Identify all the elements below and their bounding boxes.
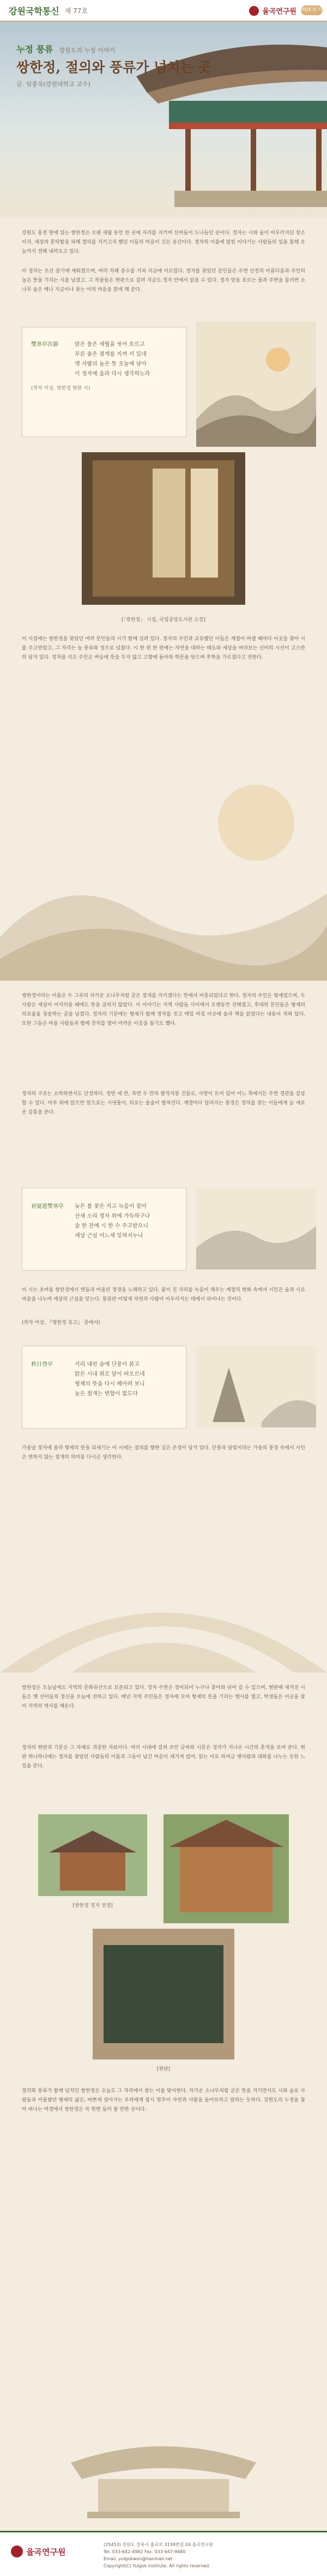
pavilion-photo-caption: [쌍한정 정자 전경] — [72, 1903, 113, 1909]
poem-line: 맑은 시내 위로 달이 떠오르네 — [75, 1371, 145, 1377]
intro-paragraph: 강원도 홍천 땅에 있는 쌍한정은 오랜 세월 동안 한 곳에 자리를 지키며 선비들이 드나들던 곳이다. 정자는 시와 술이 어우러지던 장소이자, 세상의 혼탁함을 피해 절의를 지키고자 했던 이들의 마음이 깃든 공간이다. 정자의 이름에 얽힌 이야기는 사람들의 입을 통해 오늘까지 전해 내려오고 있다. — [22, 230, 305, 254]
article-title: 쌍한정, 절의와 풍류가 넘치는 곳 — [16, 59, 211, 75]
brand-logo[interactable] — [249, 5, 296, 16]
poem-line: 늦은 봄 꽃은 지고 녹음이 짙어 — [75, 1203, 147, 1210]
poem-1 — [31, 338, 150, 391]
footer-brand-name: 율곡연구원 — [26, 2547, 66, 2557]
footer-email[interactable]: Email. yulgokwon@hanmail.net — [104, 2556, 173, 2561]
hero-banner — [0, 22, 327, 218]
closing-paragraph: 절의와 풍류가 함께 넘치던 쌍한정은 오늘도 그 자리에서 찾는 이를 맞이한다. 차가운 소나무처럼 굳은 뜻을 지키면서도 시와 술로 사람들과 어울렸던 형제의 삶은, 바쁘게 살아가는 우리에게 잠시 멈추어 자연과 사람을 돌아보라고 말하는 듯하다. 강원도의 누정을 찾아 떠나는 여정에서 쌍한정은 꼭 한번 들러 볼 만한 곳이다. — [22, 2088, 305, 2112]
issue-number: 제 77호 — [64, 7, 88, 15]
poem-line-label: 雙寒亭次韻 — [31, 341, 58, 348]
series-subtitle: 강원도의 누정 이야기 — [59, 47, 116, 54]
section2-paragraph-3: 이 시는 초여름 쌍한정에서 벗들과 어울린 정경을 노래하고 있다. 꽃이 진 자리를 녹음이 채우는 계절의 변화 속에서 시인은 술과 시로 마음을 나누며 세상의 근심을 잊는다. 풍류란 이렇게 자연과 사람이 어우러지는 데에서 피어나는 것이다. — [22, 1287, 305, 1302]
series-label — [16, 42, 115, 55]
poem-2 — [31, 1200, 150, 1240]
brand-name: 율곡연구원 — [262, 8, 296, 16]
section3-paragraph-2: 정자의 현판과 기문은 그 자체로 귀중한 자료이다. 여러 시대에 걸쳐 쓰인 글씨와 시문은 정자가 지나온 시간의 흔적을 보여 준다. 현판 하나하나에는 정자를 찾았던 사람들의 이름과 그들이 남긴 마음이 새겨져 있어, 읽는 이로 하여금 옛사람과 대화를 나누는 듯한 느낌을 준다. — [22, 1745, 305, 1769]
footer-contact: Tel. 033-642-4982 Fax. 033-647-9480 — [104, 2549, 186, 2554]
poem-line: 세상 근심 어느새 잊혀지누나 — [75, 1232, 143, 1239]
poem-box-3 — [22, 1346, 186, 1429]
brand-emblem-icon — [249, 6, 259, 16]
poem-line: 맑은 물은 세월을 씻어 흐르고 — [75, 341, 145, 348]
body-paragraph-1: 이 정자는 조선 중기에 세워졌으며, 여러 차례 중수를 거쳐 지금에 이르렀다. 정자를 찾았던 문인들은 주변 산천의 아름다움과 주인의 높은 뜻을 기리는 시를 남겼고, 그 작품들은 현판으로 걸려 지금도 정자 안에서 읽을 수 있다. 정자 앞을 흐르는 물과 주변을 둘러싼 소나무 숲은 예나 지금이나 찾는 이의 마음을 맑게 해 준다. — [22, 269, 305, 293]
body-paragraph-2: 이 시집에는 쌍한정을 찾았던 여러 문인들의 시가 함께 실려 있다. 정자의 주인과 교유했던 이들은 계절이 바뀔 때마다 이곳을 찾아 시를 주고받았고, 그 자리는 늘 풍류와 정으로 넘쳤다. 시 한 편 한 편에는 자연을 대하는 태도와 세상을 바라보는 선비의 시선이 고스란히 담겨 있다. 정자를 지은 주인은 벼슬에 뜻을 두지 않고 고향에 돌아와 학문을 닦으며 후학을 가르쳤다고 전한다. — [22, 636, 305, 660]
pavilion-roof-illustration — [125, 22, 327, 218]
poem-line-label: 初夏遊雙寒亭 — [31, 1203, 64, 1210]
poem-line: 옛 사람의 높은 뜻 오늘에 남아 — [75, 361, 147, 367]
landscape-painting — [196, 321, 316, 447]
mountain-landscape-divider — [0, 741, 327, 981]
poem-line: 술 한 잔에 시 한 수 주고받으니 — [75, 1223, 148, 1229]
arch-decoration-divider — [0, 1487, 327, 1673]
poem-line: 이 정자에 올라 다시 생각하노라 — [75, 370, 150, 377]
top-header — [0, 0, 327, 22]
poem-line: 형제의 뜻을 다시 헤아려 보니 — [75, 1381, 145, 1387]
footer-address: (25453) 강원도 강릉시 율곡로 3139번길 24 율곡연구원 — [104, 2542, 214, 2547]
section3-paragraph-1: 쌍한정은 오늘날에도 지역의 문화유산으로 보존되고 있다. 정자 주변은 정비되어 누구나 찾아와 쉬어 갈 수 있으며, 현판에 새겨진 시들은 옛 선비들의 정신을 오늘에 전하고 있다. 매년 지역 주민들은 정자에 모여 형제의 뜻을 기리는 행사를 열고, 학생들은 이곳을 찾아 지역의 역사를 배운다. — [22, 1685, 305, 1709]
section2-paragraph-1: 쌍한정이라는 이름은 두 그루의 차가운 소나무처럼 굳은 절개를 지키겠다는 뜻에서 비롯되었다고 한다. 정자의 주인은 형제였으며, 두 사람은 세상이 어지러울 때에도 뜻을 굽히지 않았다. 이 이야기는 지역 사람들 사이에서 오랫동안 전해졌고, 후대의 문인들은 형제의 의로움을 칭송하는 글을 남겼다. 정자의 기문에는 형제가 함께 정자를 짓고 매일 아침 이곳에 올라 책을 읽었다는 내용이 적혀 있다. 또한 그들은 마을 사람들과 함께 잔치를 열어 어려운 이웃을 돕기도 했다. — [22, 993, 305, 1026]
plaque-photo-caption: [현판] — [156, 2067, 171, 2072]
publication-title: 강원국학통신 — [9, 5, 59, 16]
section2-paragraph-2: 정자의 구조는 소박하면서도 단정하다. 정면 세 칸, 측면 두 칸의 팔작지붕 건물로, 사방이 트여 있어 어느 쪽에서든 주변 경관을 감상할 수 있다. 마루 위에 앉으면 앞으로는 시냇물이, 뒤로는 솔숲이 펼쳐진다. 계절마다 달라지는 풍경은 정자를 찾는 이들에게 늘 새로운 감흥을 준다. — [22, 1091, 305, 1115]
footer — [0, 2531, 327, 2576]
brand-emblem-icon — [11, 2545, 23, 2557]
poem-source-note-2: (작자 미상, 『쌍한정 유고』 중에서) — [22, 1320, 100, 1326]
footer-brand[interactable] — [11, 2545, 65, 2557]
footer-info — [104, 2541, 213, 2569]
poem-line: 서리 내린 숲에 단풍이 붉고 — [75, 1361, 140, 1368]
pavilion-photo — [38, 1814, 147, 1896]
misty-mountain-painting — [196, 1188, 316, 1269]
footer-copyright: Copyright(C) Yulgok Institute. All rights reserved. — [104, 2563, 210, 2568]
hanok-roof-illustration — [0, 2397, 327, 2531]
poem-box-2 — [22, 1188, 186, 1271]
signboard-photo — [164, 1814, 289, 1923]
poem-line: 산새 소리 정자 위에 가득하구나 — [75, 1213, 150, 1219]
old-book-photo — [76, 447, 251, 610]
poem-3 — [31, 1358, 145, 1398]
plaque-photo — [93, 1929, 234, 2059]
article-author: 글. 임종욱(강원대학교 교수) — [16, 81, 90, 88]
section2-paragraph-4: 가을날 정자에 올라 형제의 뜻을 되새기는 이 시에는 절의를 향한 깊은 존경이 담겨 있다. 단풍과 달빛이라는 가을의 풍경 속에서 시인은 변하지 않는 절개의 의미를 다시금 생각한다. — [22, 1445, 305, 1460]
pdf-button[interactable]: PDF보기 — [301, 5, 323, 15]
series-name: 누정 풍류 — [16, 44, 53, 54]
poem-line: 푸른 솔은 절개를 지켜 서 있네 — [75, 351, 147, 357]
poem-line: 높은 절개는 변함이 없도다 — [75, 1390, 138, 1397]
book-caption: [「쌍한정」 시집, 국립중앙도서관 소장] — [122, 617, 205, 623]
poem-source-note: (작자 미상, 쌍한정 현판 시) — [31, 386, 90, 391]
poem-line-label: 秋日登亭 — [31, 1361, 53, 1368]
pine-tree-painting — [196, 1346, 316, 1427]
poem-box-1 — [22, 327, 186, 437]
